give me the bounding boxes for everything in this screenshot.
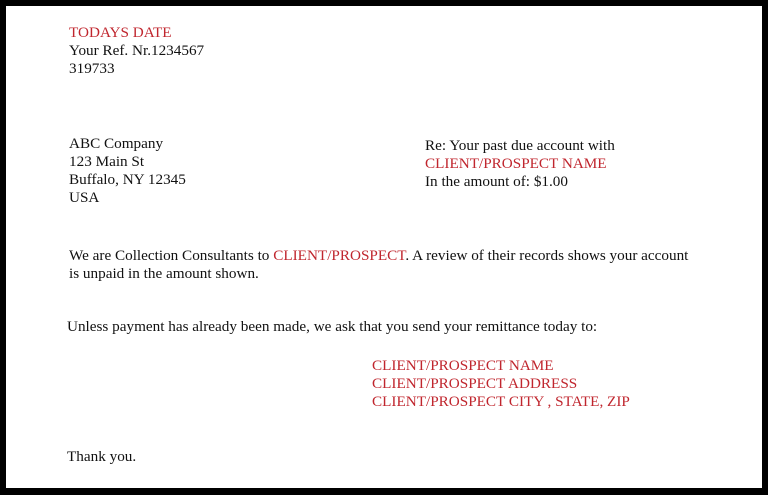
client-placeholder: CLIENT/PROSPECT [273, 247, 406, 264]
regarding-client-name: CLIENT/PROSPECT NAME [425, 155, 607, 172]
letter-page [6, 6, 762, 488]
recipient-country: USA [69, 189, 100, 206]
recipient-street: 123 Main St [69, 153, 145, 170]
regarding-line: Re: Your past due account with [425, 137, 615, 154]
recipient-city-state-zip: Buffalo, NY 12345 [69, 171, 186, 188]
body-text: . A review of their records shows your account [405, 247, 689, 264]
closing: Thank you. [67, 448, 137, 465]
remit-city-state-zip: CLIENT/PROSPECT CITY , STATE, ZIP [372, 393, 630, 410]
reference-number: Your Ref. Nr.1234567 [69, 42, 205, 59]
regarding-amount: In the amount of: $1.00 [425, 173, 568, 190]
remit-address: CLIENT/PROSPECT ADDRESS [372, 375, 578, 392]
body-paragraph-2: Unless payment has already been made, we ask that you send your remittance today to: [67, 318, 598, 335]
remit-name: CLIENT/PROSPECT NAME [372, 357, 554, 374]
date-placeholder: TODAYS DATE [69, 24, 172, 41]
recipient-company: ABC Company [69, 135, 164, 152]
body-paragraph-1-line-2: is unpaid in the amount shown. [69, 265, 259, 282]
body-paragraph-1 [69, 247, 688, 265]
body-text: We are Collection Consultants to [69, 247, 274, 264]
account-number: 319733 [69, 60, 115, 77]
